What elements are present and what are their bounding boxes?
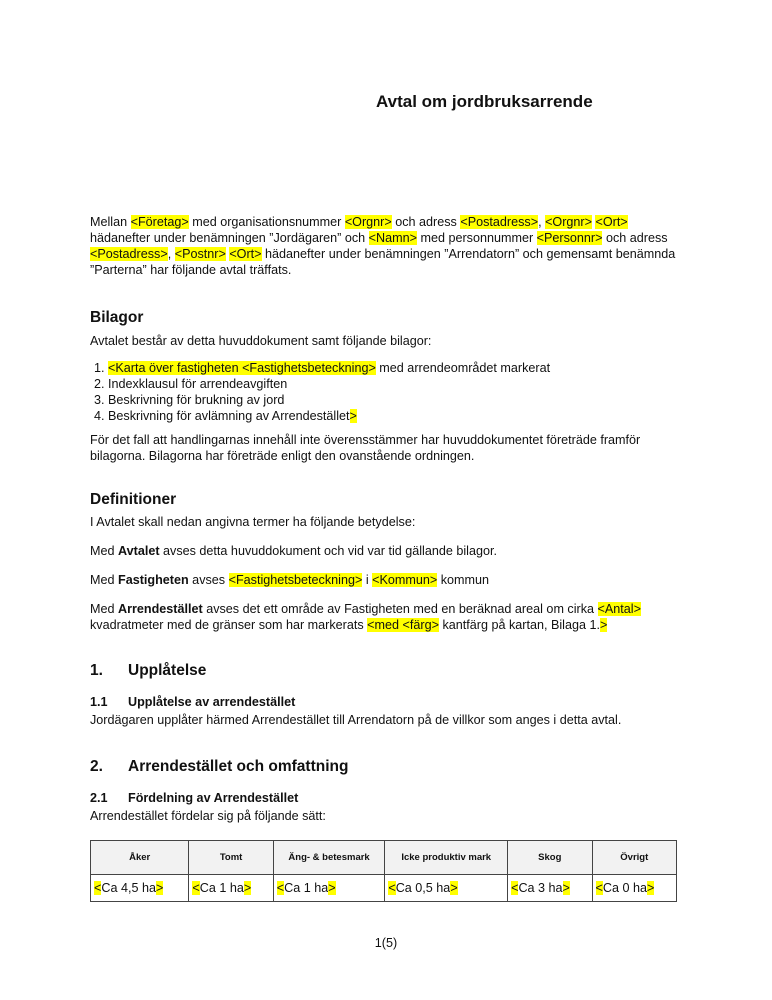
placeholder-marker: >: [562, 881, 570, 895]
text-run: Mellan: [90, 215, 131, 229]
placeholder-field: <med: [367, 618, 403, 632]
text-run: hädanefter under benämningen ”Jordägaren” och: [90, 231, 369, 245]
section-2-heading: [90, 759, 690, 775]
cell-value: Ca 1 ha: [284, 881, 329, 895]
section-2-1-heading: [90, 790, 690, 806]
column-header: Åker: [91, 841, 189, 875]
section-title: Upplåtelse av arrendestället: [128, 695, 296, 709]
placeholder-marker: <: [511, 881, 519, 895]
cell-value: Ca 3 ha: [518, 881, 563, 895]
text-run: kommun: [437, 573, 490, 587]
section-1-1-text: Jordägaren upplåter härmed Arrendestället till Arrendatorn på de villkor som anges i detta avtal.: [90, 713, 622, 727]
bilagor-text: Avtalet består av detta huvuddokument samt följande bilagor:: [90, 334, 432, 348]
placeholder-field: <Antal>: [597, 602, 641, 616]
table-cell: [592, 875, 676, 902]
intro-paragraph: [90, 214, 690, 278]
text-run: astigheten: [125, 573, 189, 587]
column-header: Äng- & betesmark: [273, 841, 385, 875]
text-run: Indexklausul för arrendeavgiften: [108, 377, 288, 391]
table-header-row: [91, 841, 677, 875]
land-distribution-table: [90, 840, 677, 902]
section-title: Arrendestället och omfattning: [128, 758, 349, 775]
placeholder-field: <Företag>: [130, 215, 189, 229]
placeholder-field: <Orgnr>: [344, 215, 392, 229]
text-run: Med: [90, 544, 118, 558]
section-2-1-text: Arrendestället fördelar sig på följande sätt:: [90, 809, 326, 823]
placeholder-field: <Fastighetsbeteckning>: [242, 361, 376, 375]
placeholder-field: <Postnr>: [174, 247, 226, 261]
definition-avtalet: [90, 543, 690, 559]
section-title: Upplåtelse: [128, 662, 207, 679]
text-run: kvadratmeter med de gränser som har markerats: [90, 618, 368, 632]
placeholder-marker: >: [328, 881, 336, 895]
placeholder-marker: >: [450, 881, 458, 895]
placeholder-field: <Namn>: [368, 231, 417, 245]
placeholder-field: <Postadress>: [460, 215, 539, 229]
table-cell: [385, 875, 508, 902]
placeholder-field: <färg>: [402, 618, 439, 632]
table-cell: [273, 875, 385, 902]
section-1-heading: [90, 663, 690, 679]
bilaga-item: [108, 376, 690, 392]
bilaga-item: [108, 392, 690, 408]
placeholder-marker: <: [192, 881, 200, 895]
table-row: [91, 875, 677, 902]
text-run: avses det ett område av Fastigheten med en beräknad areal om cirka: [202, 602, 598, 616]
text-run: Avtalet: [118, 544, 160, 558]
text-run: Med: [90, 602, 118, 616]
definitioner-heading: Definitioner: [90, 491, 177, 508]
definitioner-text: I Avtalet skall nedan angivna termer ha följande betydelse:: [90, 515, 416, 529]
cell-value: Ca 4,5 ha: [101, 881, 156, 895]
placeholder-marker: >: [646, 881, 655, 895]
placeholder-field: <Kommun>: [372, 573, 438, 587]
placeholder-field: <Fastighetsbeteckning>: [228, 573, 363, 587]
section-number: 1.: [90, 662, 103, 679]
placeholder-field: <Postadress>: [90, 247, 168, 261]
column-header: Övrigt: [592, 841, 676, 875]
section-number: 2.: [90, 758, 103, 775]
bilaga-item: [108, 360, 690, 376]
placeholder-marker: <: [388, 881, 396, 895]
text-run: avses detta huvuddokument och vid var tid gällande bilagor.: [159, 544, 497, 558]
table-cell: [189, 875, 273, 902]
text-run: i: [362, 573, 373, 587]
placeholder-marker: <: [94, 881, 102, 895]
column-header: Icke produktiv mark: [385, 841, 508, 875]
text-run: ,: [538, 215, 546, 229]
section-title: Fördelning av Arrendestället: [128, 791, 299, 805]
cell-value: Ca 0 ha: [602, 881, 647, 895]
section-1-1-heading: [90, 694, 690, 710]
text-run: Med: [90, 573, 118, 587]
placeholder-marker: >: [243, 881, 252, 895]
text-run: och adress: [602, 231, 668, 245]
placeholder-marker: <: [276, 881, 285, 895]
cell-value: Ca 1 ha: [199, 881, 244, 895]
bilagor-heading: Bilagor: [90, 309, 144, 326]
text-run: och adress: [391, 215, 461, 229]
column-header: Tomt: [189, 841, 273, 875]
placeholder-marker: >: [155, 881, 164, 895]
text-run: Beskrivning för brukning av jord: [108, 393, 285, 407]
text-run: hädanefter under benämningen ”Arrendatorn” och gemensamt benämnda ”Parterna” har följande avtal träffats.: [90, 247, 676, 277]
section-number: 2.1: [90, 791, 108, 805]
definition-arrendestallet: [90, 601, 690, 633]
placeholder-field: >: [599, 618, 608, 632]
text-run: med personnummer: [416, 231, 537, 245]
text-run: med arrendeområdet markerat: [375, 361, 551, 375]
column-header: Skog: [508, 841, 592, 875]
placeholder-field: <Personnr>: [536, 231, 603, 245]
placeholder-field: <Orgnr>: [545, 215, 592, 229]
placeholder-field: <Karta över fastigheten: [108, 361, 243, 375]
definition-fastigheten: [90, 572, 690, 588]
text-run: med organisationsnummer: [188, 215, 345, 229]
placeholder-field: >: [349, 409, 357, 423]
placeholder-field: <Ort>: [595, 215, 628, 229]
placeholder-field: <Ort>: [229, 247, 262, 261]
cell-value: Ca 0,5 ha: [395, 881, 451, 895]
table-cell: [91, 875, 189, 902]
section-number: 1.1: [90, 695, 108, 709]
table-cell: [508, 875, 592, 902]
page-number: 1(5): [374, 936, 398, 950]
text-run: ,: [167, 247, 175, 261]
bilagor-after: För det fall att handlingarnas innehåll inte överensstämmer har huvuddokumentet företräde framför bilagorna. Bilagorna har företräde enligt den ovanstående ordningen.: [90, 433, 641, 463]
document-title: Avtal om jordbruksarrende: [376, 92, 593, 111]
text-run: kantfärg på kartan, Bilaga 1.: [438, 618, 600, 632]
text-run: Beskrivning för avlämning av Arrendestället: [108, 409, 350, 423]
text-run: Arrendestället: [118, 602, 203, 616]
text-run: avses: [188, 573, 229, 587]
placeholder-marker: <: [595, 881, 603, 895]
bilagor-list: [90, 360, 690, 424]
text-run: F: [118, 573, 126, 587]
bilaga-item: [108, 408, 690, 424]
